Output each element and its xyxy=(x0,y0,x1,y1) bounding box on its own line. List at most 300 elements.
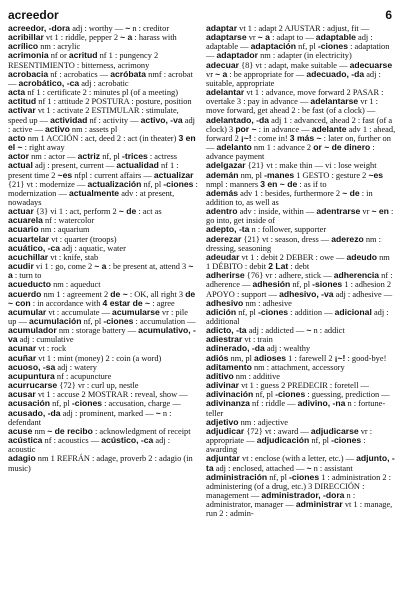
entry-headword: actual xyxy=(8,160,33,171)
entry-headword: administración xyxy=(206,471,268,482)
entry-headword: acuartelar xyxy=(8,233,50,244)
entry-text: nf, pl xyxy=(296,42,318,52)
entry-text: n : assistant xyxy=(311,463,353,473)
entry-text: nm 1 : agreement 2 xyxy=(41,289,111,299)
entry-headword: acumulador xyxy=(8,325,57,336)
entry-headword: acusación xyxy=(8,398,51,409)
entry-headword: acreedor, -dora xyxy=(8,23,71,33)
dictionary-entry xyxy=(206,427,396,454)
entry-headword: 3 más ~ xyxy=(289,132,322,143)
entry-headword: ~ a xyxy=(215,68,228,79)
entry-text: vt 1 : mint (money) 2 : coin (a word) xyxy=(36,353,162,363)
entry-text: adv 1 : ahead, forward 2 xyxy=(206,124,396,143)
entry-text: adj : adhesive — xyxy=(333,289,393,299)
entry-text: nf 1 : attitude 2 POSTURA : posture, position xyxy=(36,97,192,107)
dictionary-entry xyxy=(206,88,396,161)
entry-text: adj : acrobatic xyxy=(79,78,129,88)
entry-text: nf, pl xyxy=(309,436,332,446)
entry-headword: adaptación xyxy=(250,41,297,52)
entry-text: nf, pl xyxy=(81,317,104,326)
entry-text: vt 1 : guess 2 PREDECIR : foretell — xyxy=(238,381,370,391)
entry-headword: acribillar xyxy=(8,32,44,43)
entry-text: 1 : farewell 2 xyxy=(286,353,335,363)
entry-headword: -ciones xyxy=(71,398,103,409)
entry-text: : debt xyxy=(288,262,310,272)
dictionary-entry xyxy=(8,381,198,390)
entry-text: nf 1 : pungency 2 RESENTIMIENTO : bitterness, acrimony xyxy=(8,51,159,70)
entry-text: vr : pile up — xyxy=(8,307,188,326)
entry-text: : come in! xyxy=(251,133,290,143)
entry-text: n : defendant xyxy=(8,408,172,427)
entry-text: : adapt to — xyxy=(269,33,316,43)
entry-text: nf : activity — xyxy=(87,115,141,125)
entry-text: : later on, further on — xyxy=(206,133,391,153)
entry-headword: ademán xyxy=(206,169,239,180)
entry-text: nf : riddle — xyxy=(249,399,298,409)
entry-text: vt : knife, stab xyxy=(48,252,99,262)
entry-text: : be appropriate for — xyxy=(227,69,307,79)
entry-headword: de ~ con xyxy=(8,288,196,308)
dictionary-entry xyxy=(206,61,396,88)
entry-headword: acumulativo, -va xyxy=(8,325,196,345)
entry-headword: 2 Lat xyxy=(268,261,289,272)
entry-text: nm : attachment, accessory xyxy=(251,362,345,372)
entry-text: adj : aquatic, water xyxy=(60,243,126,253)
dictionary-entry xyxy=(8,161,198,207)
entry-text: vt : rock xyxy=(36,344,67,354)
entry-text: n : fortune-teller xyxy=(206,399,386,418)
entry-headword: adjudicar xyxy=(206,425,245,436)
entry-headword: adentro xyxy=(206,206,238,217)
entry-headword: actor xyxy=(8,151,30,162)
entry-headword: adivinanza xyxy=(206,398,250,409)
entry-text: nm : dressing, seasoning xyxy=(206,234,381,253)
left-column xyxy=(8,24,198,518)
entry-headword: ¡~! xyxy=(240,132,252,143)
entry-text: nf, pl xyxy=(290,280,313,290)
entry-text: nfpl : current affairs — xyxy=(72,170,154,180)
entry-headword: actualización xyxy=(87,178,142,189)
entry-headword: activo, -va xyxy=(140,114,183,125)
entry-headword: actualmente xyxy=(68,187,120,198)
entry-text: 1 : adhesion 2 APOYO : support — xyxy=(206,280,392,299)
entry-headword: ~ a xyxy=(8,261,194,281)
dictionary-entry xyxy=(8,436,198,454)
entry-headword: -ciones xyxy=(331,435,362,446)
entry-headword: acritud xyxy=(68,50,98,61)
entry-headword: adecuar xyxy=(206,59,239,70)
entry-headword: actriz xyxy=(77,151,101,162)
entry-headword: adelantado, -da xyxy=(206,114,270,125)
entry-headword: de ~ xyxy=(110,288,128,299)
dictionary-entry xyxy=(8,70,198,88)
entry-headword: adaptable xyxy=(315,32,356,43)
entry-headword: acupuntura xyxy=(8,370,55,381)
entry-headword: adaptarse xyxy=(206,32,247,43)
entry-headword: adivinar xyxy=(206,380,239,391)
entry-text: nf : adherence — xyxy=(206,271,393,290)
entry-headword: además xyxy=(206,187,239,198)
entry-text: : harass with xyxy=(132,33,177,43)
entry-text: {21} vt : modernize — xyxy=(8,179,88,189)
dictionary-entry xyxy=(8,152,198,161)
entry-headword: acuoso, -sa xyxy=(8,361,56,372)
guide-word: acreedor xyxy=(8,8,59,22)
entry-text: : in addition to, as well as xyxy=(206,188,373,207)
dictionary-entry xyxy=(206,207,396,225)
entry-text: : be present at, attend 3 xyxy=(106,262,189,272)
dictionary-entry xyxy=(206,271,396,308)
entry-text: nmpl : manners xyxy=(206,179,261,189)
entry-headword: aditivo xyxy=(206,370,234,381)
dictionary-entry xyxy=(206,308,396,326)
entry-headword: ~ de xyxy=(118,206,137,217)
entry-text: : in advance — xyxy=(256,124,312,134)
entry-headword: adecuarse xyxy=(349,59,393,70)
entry-text: vr xyxy=(206,69,216,79)
entry-headword: adelantar xyxy=(206,87,245,98)
entry-text: n : follower, supporter xyxy=(249,225,327,235)
entry-headword: acumularse xyxy=(112,306,160,317)
entry-text: : addition — xyxy=(288,307,335,317)
entry-text: : act as xyxy=(136,207,162,217)
entry-headword: adioses xyxy=(254,352,287,363)
entry-text: adj : enclosed, attached — xyxy=(213,463,307,473)
entry-text: vt : accumulate — xyxy=(46,307,113,317)
entry-headword: ~ a xyxy=(120,32,133,43)
entry-headword: aderezo xyxy=(331,233,364,244)
entry-headword: acrílico xyxy=(8,41,39,52)
entry-headword: adjetivo xyxy=(206,416,239,427)
entry-headword: ~ xyxy=(155,407,161,418)
entry-headword: adaptador xyxy=(216,50,259,61)
entry-headword: actualidad xyxy=(116,160,159,171)
entry-headword: acrobacia xyxy=(8,68,49,79)
entry-headword: adelantarse xyxy=(310,96,359,107)
entry-headword: ~ xyxy=(125,23,131,33)
entry-headword: ~es xyxy=(368,169,384,180)
dictionary-entry xyxy=(8,106,198,133)
dictionary-entry xyxy=(206,189,396,207)
entry-headword: adición xyxy=(206,306,237,317)
entry-text: nm 1 REFRÁN : adage, proverb 2 : adagio (in music) xyxy=(8,454,193,473)
entry-text: nm xyxy=(32,426,48,436)
entry-headword: acta xyxy=(8,87,26,98)
entry-text: nm : aquarium xyxy=(38,225,90,235)
entry-headword: adhesión xyxy=(252,279,291,290)
entry-text: nm : additive xyxy=(233,371,280,381)
entry-text: : advance payment xyxy=(206,143,375,162)
entry-headword: adicto, -ta xyxy=(206,325,247,336)
entry-headword: actualizar xyxy=(153,169,194,180)
entry-text: adj : suitable, appropriate xyxy=(206,69,381,88)
entry-headword: -ciones xyxy=(103,316,134,326)
entry-text: nf : acoustics — xyxy=(42,436,102,446)
entry-text: : go into, get inside of xyxy=(206,207,394,226)
entry-headword: ~es xyxy=(57,169,73,180)
entry-headword: adelgazar xyxy=(206,160,246,171)
entry-text: nm : aqueduct xyxy=(50,280,101,290)
entry-headword: adelanto xyxy=(216,142,252,153)
entry-text: nf, pl xyxy=(141,179,164,189)
entry-text: vr : appropriate — xyxy=(206,426,373,446)
entry-headword: adelante xyxy=(311,123,347,134)
entry-headword: ¡~! xyxy=(334,352,346,363)
entry-text: nf 1 : present time 2 xyxy=(8,161,179,180)
entry-text: nf : watercolor xyxy=(42,216,95,226)
entry-text: vr xyxy=(360,207,372,217)
entry-headword: 3 en el ~ xyxy=(8,132,196,153)
entry-text: nf, pl xyxy=(267,472,290,482)
dictionary-entry xyxy=(206,381,396,418)
entry-text: nm 1 DÉBITO : debit xyxy=(206,252,390,272)
entry-headword: -ciones xyxy=(257,306,289,317)
dictionary-entry xyxy=(8,134,198,152)
entry-text: nf, pl xyxy=(50,399,72,409)
entry-headword: adivinación xyxy=(206,389,254,400)
entry-text: : OK, all right 3 xyxy=(127,289,186,299)
entry-text: adj : acoustic xyxy=(8,436,171,455)
entry-text: adv : inside, within — xyxy=(237,207,317,217)
entry-text: : modernization — xyxy=(8,179,198,198)
entry-headword: -ciones xyxy=(289,471,320,482)
entry-headword: adepto, -ta xyxy=(206,224,250,235)
entry-headword: adjudicación xyxy=(256,435,310,446)
entry-headword: adiestrar xyxy=(206,334,243,345)
entry-columns xyxy=(8,24,396,518)
entry-text: 1 : administration 2 : administering (of a drug, etc.) 3 DIRECCIÓN : management — xyxy=(206,472,391,500)
entry-text: n : creditor xyxy=(130,24,170,33)
entry-text: : in accordance with xyxy=(30,298,103,308)
dictionary-entry xyxy=(206,171,396,189)
entry-text: adj : adaptable — xyxy=(206,33,373,52)
entry-text: adv : at present, nowadays xyxy=(8,188,175,207)
entry-headword: aditamento xyxy=(206,361,252,372)
entry-headword: acuchillar xyxy=(8,251,49,262)
entry-text: adj : prominent, marked — xyxy=(60,408,156,418)
entry-headword: acurrucarse xyxy=(8,380,58,391)
entry-text: nm 1 ACCIÓN : act, deed 2 : act (in theater) xyxy=(25,133,179,143)
entry-headword: adhesivo, -va xyxy=(279,288,334,299)
entry-headword: acrobático, -ca xyxy=(18,77,80,88)
entry-text: nm : adjective xyxy=(238,417,289,427)
entry-text: adv 1 : besides, furthermore 2 xyxy=(238,188,343,198)
dictionary-entry xyxy=(8,51,198,69)
entry-headword: adherencia xyxy=(333,270,380,281)
entry-text: vt : train xyxy=(242,335,273,345)
entry-text: vt : enclose (with a letter, etc.) — xyxy=(239,454,357,464)
entry-headword: acuario xyxy=(8,224,39,235)
entry-text: adj : additional xyxy=(206,307,389,326)
entry-headword: ~ a xyxy=(257,32,270,43)
entry-text: nm : assets pl xyxy=(69,124,118,134)
entry-headword: actuar xyxy=(8,206,34,217)
entry-text: : agree xyxy=(150,298,175,308)
page-number: 6 xyxy=(385,8,392,22)
entry-text: : turn to xyxy=(12,271,42,281)
entry-headword: 4 estar de ~ xyxy=(102,297,151,308)
dictionary-entry xyxy=(206,363,396,372)
entry-text: {76} vr : adhere, stick — xyxy=(244,271,334,281)
entry-headword: activar xyxy=(8,105,36,116)
entry-text: adj : wealthy xyxy=(264,344,311,354)
entry-headword: ~ xyxy=(306,462,312,473)
entry-text: nm 1 : advance 2 xyxy=(251,143,314,153)
entry-text: n : administrator, manager — xyxy=(206,490,356,510)
dictionary-entry xyxy=(206,344,396,353)
entry-headword: actitud xyxy=(8,96,37,107)
entry-text: {3} vi 1 : act, perform 2 xyxy=(33,207,119,217)
entry-text: vi 1 : go, come 2 xyxy=(33,262,95,272)
entry-text: nm : actor — xyxy=(29,152,78,162)
dictionary-entry xyxy=(206,253,396,271)
entry-text: nm : adapter (in electricity) xyxy=(258,51,352,61)
entry-text: nf, pl xyxy=(100,152,122,162)
entry-text: adj : present, current — xyxy=(32,161,117,171)
dictionary-entry xyxy=(8,262,198,280)
entry-headword: acuerdo xyxy=(8,288,42,299)
entry-headword: ~ a xyxy=(94,261,107,272)
entry-text: nm : storage battery — xyxy=(56,326,139,336)
entry-headword: administrar xyxy=(295,499,343,510)
entry-headword: acusado, -da xyxy=(8,407,61,418)
entry-headword: acto xyxy=(8,132,26,143)
entry-headword: adjuntar xyxy=(206,453,240,464)
entry-text: {72} vr : curl up, nestle xyxy=(57,381,139,391)
entry-text: vr 1 : move forward, get ahead 2 : be fast (of a clock) — xyxy=(206,97,378,116)
entry-text: vt : quarter (troops) xyxy=(49,234,117,244)
dictionary-entry xyxy=(206,235,396,253)
entry-headword: or ~ de dinero xyxy=(313,142,371,153)
running-head xyxy=(8,8,396,22)
entry-headword: acróbata xyxy=(110,68,147,79)
entry-text: {21} vt : make thin — vi : lose weight xyxy=(245,161,377,171)
entry-text: : accumulation — xyxy=(133,317,196,326)
entry-headword: aderezar xyxy=(206,233,242,244)
entry-headword: acusar xyxy=(8,389,36,400)
entry-headword: -ciones xyxy=(163,178,194,189)
entry-headword: acuse xyxy=(8,425,33,436)
entry-text: adj : cumulative xyxy=(17,335,74,345)
entry-text: adj 1 : advanced, ahead 2 : fast (of a clock) 3 xyxy=(206,115,393,134)
entry-headword: acudir xyxy=(8,261,34,272)
entry-headword: adinerado, -da xyxy=(206,343,265,354)
entry-text: nm, pl xyxy=(238,170,265,180)
dictionary-entry xyxy=(206,454,396,472)
entry-headword: adecuado, -da xyxy=(306,68,365,79)
entry-headword: ~ de recibo xyxy=(47,425,93,436)
entry-headword: adivino, -na xyxy=(297,398,346,409)
entry-headword: acuarela xyxy=(8,215,43,226)
entry-headword: adhesivo xyxy=(206,297,244,308)
entry-headword: adeudar xyxy=(206,251,240,262)
entry-text: {8} vt : adapt, make suitable — xyxy=(238,60,350,70)
entry-text: nf, pl xyxy=(253,390,276,400)
entry-text: adj : active — xyxy=(8,115,196,134)
entry-text: adj : worthy — xyxy=(70,24,126,33)
dictionary-entry xyxy=(8,454,198,472)
entry-headword: acumulación xyxy=(28,316,82,326)
entry-headword: adiós xyxy=(206,352,229,363)
entry-headword: acrimonia xyxy=(8,50,49,61)
dictionary-entry xyxy=(206,24,396,61)
entry-headword: ~ xyxy=(306,325,312,336)
entry-text: nf : acupuncture xyxy=(54,371,112,381)
entry-headword: -siones xyxy=(312,279,343,290)
entry-text: nf, pl xyxy=(236,307,258,317)
entry-text: nf : acrobatics — xyxy=(48,69,111,79)
entry-headword: -manes xyxy=(264,169,295,180)
entry-headword: acústico, -ca xyxy=(101,435,154,446)
entry-headword: acústica xyxy=(8,435,43,446)
entry-text: : adaptation — xyxy=(206,42,390,61)
entry-text: vt 1 : activate 2 ESTIMULAR : stimulate, speed up — xyxy=(8,106,179,125)
dictionary-entry xyxy=(8,390,198,427)
entry-text: : right away xyxy=(22,143,65,153)
entry-headword: -trices xyxy=(121,151,148,162)
entry-text: vt 1 : debit 2 DEBER : owe — xyxy=(239,252,347,262)
entry-text: vt 1 : adapt 2 AJUSTAR : adjust, fit — xyxy=(237,24,370,33)
entry-headword: acuático, -ca xyxy=(8,242,61,253)
entry-headword: acueducto xyxy=(8,279,51,290)
entry-headword: ~ de xyxy=(342,187,360,198)
entry-text: : awarding xyxy=(206,436,366,455)
entry-text: : good-bye! xyxy=(345,353,387,363)
entry-headword: adeudo xyxy=(346,251,378,262)
entry-text: nm : adhesive xyxy=(243,298,292,308)
entry-headword: 3 en ~ de xyxy=(260,178,298,189)
entry-text: 1 GESTO : gesture 2 xyxy=(294,170,369,180)
entry-text: adj : addicted — xyxy=(246,326,307,336)
entry-text: vr xyxy=(246,33,258,43)
right-column xyxy=(206,24,396,518)
dictionary-entry xyxy=(8,344,198,353)
entry-headword: acumular xyxy=(8,306,47,317)
entry-headword: adagio xyxy=(8,453,36,464)
dictionary-entry xyxy=(206,473,396,519)
entry-headword: adjunto, -ta xyxy=(206,453,395,473)
entry-headword: -ciones xyxy=(317,41,348,52)
entry-headword: acunar xyxy=(8,343,37,354)
entry-text: vt 1 : riddle, pepper 2 xyxy=(43,33,121,43)
entry-text: : accusation, charge — xyxy=(102,399,181,409)
entry-headword: por ~ xyxy=(235,123,257,134)
entry-text: nm : acrylic xyxy=(38,42,81,52)
entry-headword: adicional xyxy=(334,306,372,317)
entry-text: : actress xyxy=(147,152,178,162)
entry-text: : guessing, prediction — xyxy=(305,390,390,400)
entry-text: vt 1 : accuse 2 MOSTRAR : reveal, show — xyxy=(35,390,188,400)
entry-text: : acknowledgment of receipt xyxy=(92,426,191,436)
dictionary-entry xyxy=(8,88,198,97)
entry-text: adj : watery xyxy=(55,362,97,372)
entry-headword: adjudicarse xyxy=(310,425,359,436)
entry-text: nf or xyxy=(48,51,69,61)
dictionary-entry xyxy=(8,290,198,308)
dictionary-entry xyxy=(8,308,198,345)
entry-headword: activo xyxy=(44,123,70,134)
entry-headword: adentrarse xyxy=(316,206,361,217)
entry-text: n : addict xyxy=(311,326,345,336)
entry-headword: ~ en xyxy=(371,206,389,217)
entry-headword: actividad xyxy=(50,114,88,125)
entry-text: nmf : acrobat — xyxy=(8,69,193,88)
entry-text: vt 1 : manage, run 2 : admin- xyxy=(206,500,393,519)
entry-text: : as if to xyxy=(297,179,327,189)
entry-headword: administrador, -dora xyxy=(261,489,345,500)
entry-headword: -ciones xyxy=(275,389,306,400)
entry-text: nm, pl xyxy=(228,353,255,363)
